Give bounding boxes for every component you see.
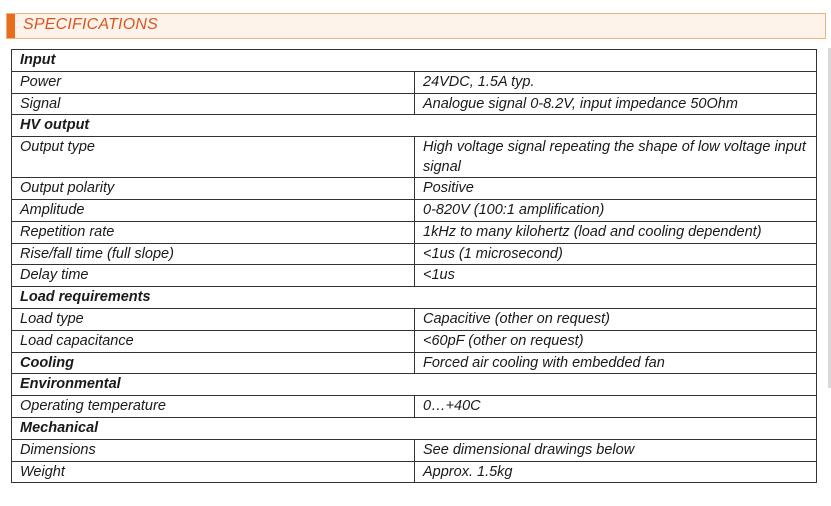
section-heading: HV output [12, 115, 817, 137]
spec-value: 0…+40C [415, 396, 817, 418]
spec-label: Load capacitance [12, 330, 415, 352]
table-row [12, 265, 817, 287]
table-row [12, 199, 817, 221]
spec-label: Output polarity [12, 178, 415, 200]
section-heading: Load requirements [12, 287, 817, 309]
spec-label: Rise/fall time (full slope) [12, 243, 415, 265]
spec-value: See dimensional drawings below [415, 439, 817, 461]
spec-value: <1us (1 microsecond) [415, 243, 817, 265]
spec-value: Forced air cooling with embedded fan [415, 352, 817, 374]
spec-label: Repetition rate [12, 221, 415, 243]
section-row [12, 417, 817, 439]
specifications-header [6, 13, 826, 39]
table-row [12, 308, 817, 330]
header-title: SPECIFICATIONS [23, 16, 158, 33]
spec-value: <1us [415, 265, 817, 287]
spec-label: Output type [12, 137, 415, 178]
table-row [12, 330, 817, 352]
section-row [12, 115, 817, 137]
spec-value: 0-820V (100:1 amplification) [415, 199, 817, 221]
table-row [12, 221, 817, 243]
specifications-table [11, 49, 817, 483]
spec-value: High voltage signal repeating the shape of low voltage input signal [415, 137, 817, 178]
table-row [12, 93, 817, 115]
section-heading: Cooling [12, 352, 415, 374]
spec-value: Analogue signal 0-8.2V, input impedance 50Ohm [415, 93, 817, 115]
spec-label: Load type [12, 308, 415, 330]
section-row [12, 352, 817, 374]
header-accent-bar [7, 14, 15, 38]
table-row [12, 178, 817, 200]
spec-value: Positive [415, 178, 817, 200]
spec-label: Delay time [12, 265, 415, 287]
table-row [12, 243, 817, 265]
spec-label: Amplitude [12, 199, 415, 221]
section-row [12, 374, 817, 396]
table-row [12, 396, 817, 418]
spec-value: 24VDC, 1.5A typ. [415, 71, 817, 93]
table-row [12, 137, 817, 178]
spec-value: <60pF (other on request) [415, 330, 817, 352]
spec-label: Dimensions [12, 439, 415, 461]
table-row [12, 71, 817, 93]
section-heading: Input [12, 50, 817, 72]
spec-label: Signal [12, 93, 415, 115]
spec-value: 1kHz to many kilohertz (load and cooling dependent) [415, 221, 817, 243]
section-heading: Environmental [12, 374, 817, 396]
table-row [12, 439, 817, 461]
table-row [12, 461, 817, 483]
spec-value: Approx. 1.5kg [415, 461, 817, 483]
spec-value: Capacitive (other on request) [415, 308, 817, 330]
spec-label: Operating temperature [12, 396, 415, 418]
section-row [12, 50, 817, 72]
section-heading: Mechanical [12, 417, 817, 439]
spec-label: Weight [12, 461, 415, 483]
spec-label: Power [12, 71, 415, 93]
section-row [12, 287, 817, 309]
